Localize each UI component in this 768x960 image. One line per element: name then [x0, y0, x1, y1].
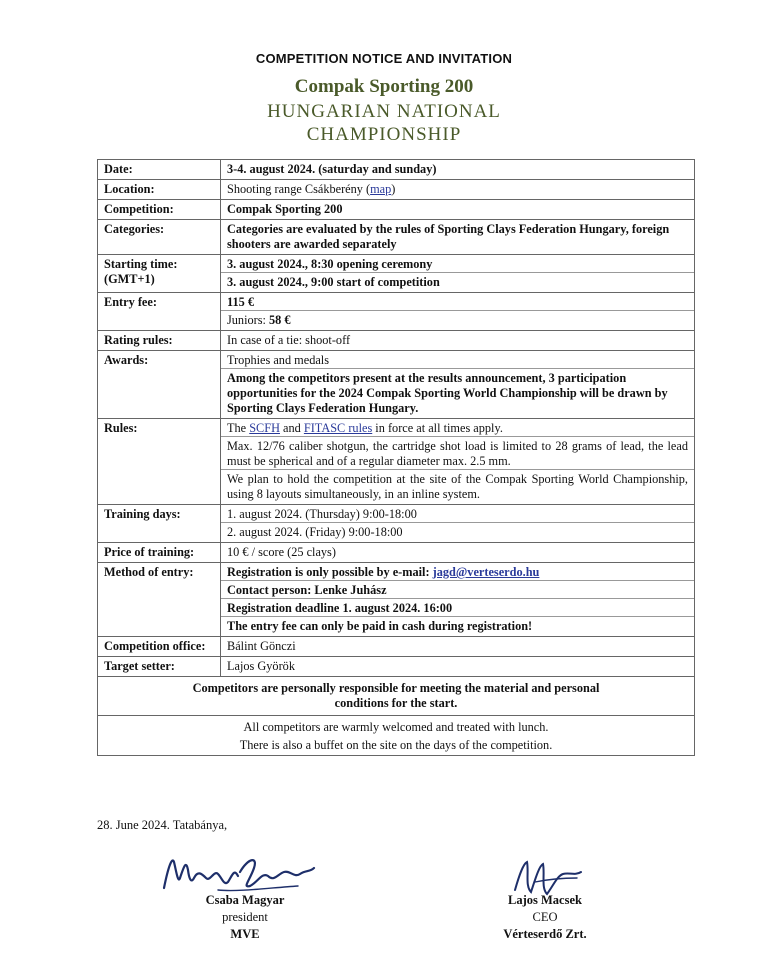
- training-day-2: 2. august 2024. (Friday) 9:00-18:00: [221, 522, 694, 540]
- target-setter-value: Lajos Györök: [221, 657, 695, 677]
- info-table: [97, 159, 695, 756]
- entry-fee-label: Entry fee:: [98, 293, 221, 331]
- opening-ceremony: 3. august 2024., 8:30 opening ceremony: [227, 257, 433, 271]
- awards-value: [221, 351, 695, 419]
- date-label: Date:: [98, 160, 221, 180]
- awards-world-championship: Among the competitors present at the results announcement, 3 participation opportunities for the 2024 Compak Sporting World Championship will be drawn by Sporting Clays Federation Hungary.: [221, 368, 694, 416]
- starting-time-value: [221, 255, 695, 293]
- championship-title-line2: CHAMPIONSHIP: [306, 124, 462, 145]
- registration-deadline: Registration deadline 1. august 2024. 16:00: [221, 598, 694, 616]
- rating-rules-label: Rating rules:: [98, 331, 221, 351]
- row-method-of-entry: [98, 563, 695, 637]
- price-of-training-value: 10 € / score (25 clays): [221, 543, 695, 563]
- contact-person: Contact person: Lenke Juhász: [221, 580, 694, 598]
- method-of-entry-label: Method of entry:: [98, 563, 221, 637]
- signer1-org: MVE: [230, 927, 260, 941]
- scfh-link[interactable]: SCFH: [249, 421, 280, 435]
- row-competition-office: [98, 637, 695, 657]
- row-training-days: [98, 505, 695, 543]
- location-value: Shooting range Csákberény (map): [221, 180, 695, 200]
- price-of-training-label: Price of training:: [98, 543, 221, 563]
- target-setter-label: Target setter:: [98, 657, 221, 677]
- signer-csaba-magyar: [165, 892, 325, 943]
- row-responsibility: [98, 677, 695, 716]
- awards-label: Awards:: [98, 351, 221, 419]
- row-location: [98, 180, 695, 200]
- signer2-title: CEO: [532, 910, 558, 924]
- date-value: 3-4. august 2024. (saturday and sunday): [221, 160, 695, 180]
- row-categories: [98, 220, 695, 255]
- signer2-org: Vérteserdő Zrt.: [503, 927, 587, 941]
- rules-site: We plan to hold the competition at the site of the Compak Sporting World Championship, using 8 layouts simultaneously, in an inline system.: [221, 469, 694, 502]
- competition-title: Compak Sporting 200: [294, 76, 474, 97]
- championship-title: [0, 100, 768, 146]
- row-entry-fee: [98, 293, 695, 331]
- map-link[interactable]: map: [370, 182, 392, 196]
- registration-email-line: Registration is only possible by e-mail: jagd@verteserdo.hu: [227, 565, 540, 579]
- rules-label: Rules:: [98, 419, 221, 505]
- categories-label: Categories:: [98, 220, 221, 255]
- categories-value: Categories are evaluated by the rules of Sporting Clays Federation Hungary, foreign shooters are awarded separately: [221, 220, 695, 255]
- signer2-name: Lajos Macsek: [508, 893, 582, 907]
- location-label: Location:: [98, 180, 221, 200]
- training-day-1: 1. august 2024. (Thursday) 9:00-18:00: [227, 507, 417, 521]
- row-competition: [98, 200, 695, 220]
- row-starting-time: [98, 255, 695, 293]
- payment-note: The entry fee can only be paid in cash during registration!: [221, 616, 694, 634]
- row-welcome: [98, 716, 695, 756]
- training-days-label: Training days:: [98, 505, 221, 543]
- rules-apply: The SCFH and FITASC rules in force at all times apply.: [227, 421, 503, 435]
- row-rating-rules: [98, 331, 695, 351]
- competition-office-label: Competition office:: [98, 637, 221, 657]
- signer1-name: Csaba Magyar: [205, 893, 285, 907]
- competition-office-value: Bálint Gönczi: [221, 637, 695, 657]
- responsibility-note: Competitors are personally responsible for meeting the material and personal conditions for the start.: [98, 677, 695, 716]
- signer1-title: president: [222, 910, 268, 924]
- competition-start: 3. august 2024., 9:00 start of competition: [221, 272, 694, 290]
- email-link[interactable]: jagd@verteserdo.hu: [432, 565, 540, 579]
- place-and-date: 28. June 2024. Tatabánya,: [97, 818, 228, 832]
- row-date: [98, 160, 695, 180]
- competition-value: Compak Sporting 200: [221, 200, 695, 220]
- entry-fee-value: [221, 293, 695, 331]
- welcome-line1: All competitors are warmly welcomed and treated with lunch.: [243, 720, 549, 734]
- welcome-note: [98, 716, 695, 756]
- rules-value: [221, 419, 695, 505]
- training-days-value: [221, 505, 695, 543]
- rating-rules-value: In case of a tie: shoot-off: [221, 331, 695, 351]
- row-awards: [98, 351, 695, 419]
- competition-label: Competition:: [98, 200, 221, 220]
- method-of-entry-value: [221, 563, 695, 637]
- row-rules: [98, 419, 695, 505]
- awards-trophies: Trophies and medals: [227, 353, 330, 367]
- welcome-line2: There is also a buffet on the site on the days of the competition.: [239, 738, 553, 752]
- rules-shotgun: Max. 12/76 caliber shotgun, the cartridge shot load is limited to 28 grams of lead, the lead must be spherical and of a regular diameter max. 2.5 mm.: [221, 436, 694, 469]
- junior-fee: Juniors: 58 €: [221, 310, 694, 328]
- fitasc-rules-link[interactable]: FITASC rules: [303, 421, 373, 435]
- row-target-setter: [98, 657, 695, 677]
- signer-lajos-macsek: [470, 892, 620, 943]
- row-price-of-training: [98, 543, 695, 563]
- adult-fee: 115 €: [227, 295, 254, 309]
- starting-time-label: Starting time: (GMT+1): [98, 255, 221, 293]
- notice-heading: COMPETITION NOTICE AND INVITATION: [255, 51, 513, 66]
- championship-title-line1: HUNGARIAN NATIONAL: [267, 101, 501, 122]
